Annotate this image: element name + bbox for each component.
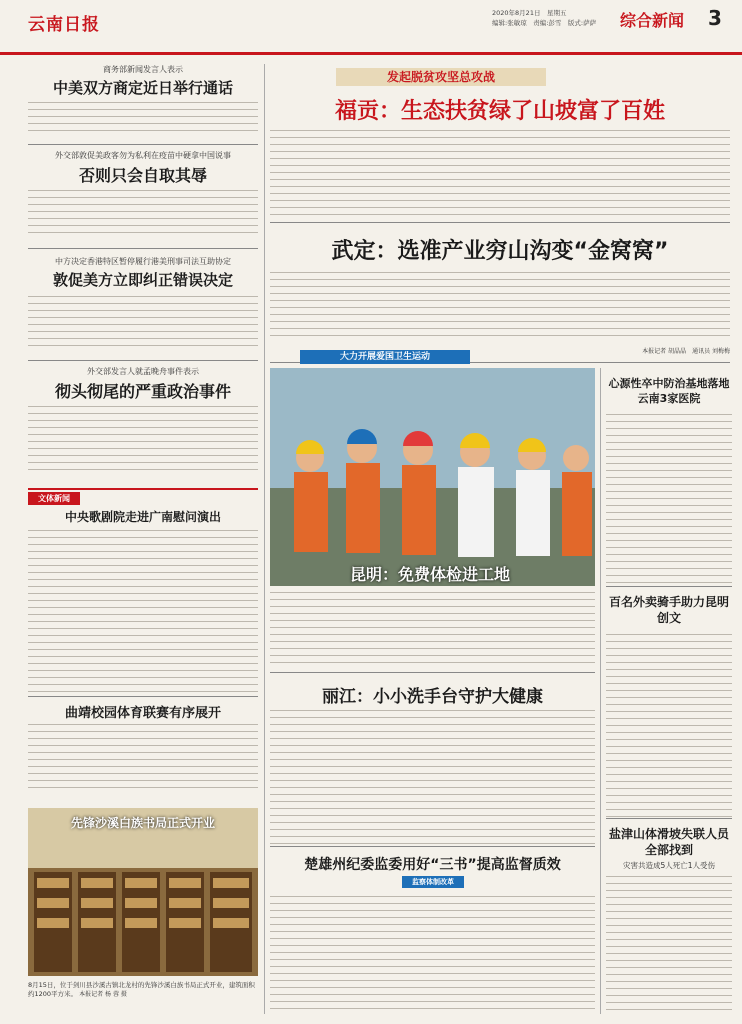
section-title: 综合新闻 bbox=[620, 11, 685, 30]
article-headline: 心源性卒中防治基地落地云南3家医院 bbox=[608, 377, 730, 405]
article-headline: 中央歌剧院走进广南慰问演出 bbox=[64, 510, 221, 524]
article-body bbox=[28, 190, 258, 239]
article-meng-wanzhou bbox=[28, 366, 258, 402]
article-headline: 敦促美方立即纠正错误决定 bbox=[52, 271, 233, 289]
article-headline: 百名外卖骑手助力昆明创文 bbox=[608, 595, 729, 625]
article-hongkong bbox=[28, 256, 258, 290]
article-body bbox=[28, 102, 258, 137]
article-headline: 丽江：小小洗手台守护大健康 bbox=[322, 687, 543, 707]
article-body bbox=[28, 530, 258, 698]
lead-banner: 发起脱贫攻坚总攻战 bbox=[336, 68, 546, 86]
article-body bbox=[28, 296, 258, 352]
article-body bbox=[606, 634, 732, 823]
column-divider bbox=[264, 64, 265, 1014]
photo-caption-text: 8月15日，位于剑川县沙溪古镇北龙村的先锋沙溪白族书局正式开业，建筑面积约1200平方米。 bbox=[28, 981, 255, 998]
reform-tag: 监察体制改革 bbox=[402, 876, 464, 888]
article-body bbox=[270, 272, 730, 342]
article-subhead: 灾害共造成5人死亡1人受伤 bbox=[622, 861, 716, 870]
article-kicker: 中方决定香港特区暂停履行港美刑事司法互助协定 bbox=[55, 257, 231, 266]
divider bbox=[270, 222, 730, 223]
photo-credit: 本报记者 杨 蓉 摄 bbox=[79, 991, 127, 998]
article-body bbox=[606, 414, 732, 589]
dateline bbox=[492, 8, 596, 28]
article-body bbox=[28, 406, 258, 476]
byline: 本报记者 胡晶晶 通讯员 刘梅梅 bbox=[642, 348, 730, 355]
divider bbox=[28, 360, 258, 361]
dateline-editors: 编辑:张敏琼 责编:彭雪 版式:萨萨 bbox=[492, 19, 597, 27]
article-headline: 盐津山体滑坡失联人员全部找到 bbox=[608, 827, 729, 857]
article-body bbox=[606, 876, 732, 1016]
bookstore-image bbox=[28, 808, 258, 976]
photo-title: 昆明：免费体检进工地 bbox=[349, 565, 510, 584]
column-divider bbox=[600, 368, 601, 1014]
article-body bbox=[28, 724, 258, 794]
article-headline: 中美双方商定近日举行通话 bbox=[52, 79, 233, 97]
article-kicker: 商务部新闻发言人表示 bbox=[103, 65, 183, 74]
divider bbox=[606, 586, 732, 587]
article-vaccine bbox=[28, 150, 258, 186]
culture-tag: 文体新闻 bbox=[28, 492, 80, 505]
hygiene-banner: 大力开展爱国卫生运动 bbox=[300, 350, 470, 364]
divider bbox=[28, 144, 258, 145]
divider bbox=[28, 248, 258, 249]
article-headline: 彻头彻尾的严重政治事件 bbox=[54, 382, 231, 401]
divider bbox=[606, 818, 732, 819]
masthead bbox=[0, 0, 742, 56]
article-headline: 否则只会自取其辱 bbox=[78, 166, 207, 185]
article-headline: 武定：选准产业穷山沟变“金窝窝” bbox=[331, 239, 669, 264]
masthead-rule bbox=[0, 52, 742, 55]
article-body bbox=[270, 592, 595, 669]
bookstore-photo bbox=[28, 808, 258, 976]
article-kicker: 外交部敦促美政客勿为私利在疫苗中硬拿中国说事 bbox=[55, 151, 231, 160]
section-rule bbox=[28, 488, 258, 490]
article-headline: 楚雄州纪委监委用好“三书”提高监督质效 bbox=[304, 857, 561, 873]
photo-caption bbox=[28, 980, 258, 998]
page-number: 3 bbox=[708, 6, 722, 30]
article-kicker: 外交部发言人就孟晚舟事件表示 bbox=[87, 367, 199, 376]
divider bbox=[270, 672, 595, 673]
photo-title: 先锋沙溪白族书局正式开业 bbox=[70, 816, 215, 830]
dateline-date: 2020年8月21日 星期五 bbox=[492, 9, 567, 17]
worker-health-check-image bbox=[270, 368, 595, 586]
article-trade-talks bbox=[28, 64, 258, 98]
article-body bbox=[270, 710, 595, 850]
article-headline: 曲靖校园体育联赛有序展开 bbox=[64, 706, 221, 721]
worker-photo bbox=[270, 368, 595, 586]
divider bbox=[270, 846, 595, 847]
newspaper-logo: 云南日报 bbox=[28, 15, 100, 35]
divider bbox=[28, 696, 258, 697]
lead-headline: 福贡：生态扶贫绿了山坡富了百姓 bbox=[334, 99, 665, 124]
lead-body bbox=[270, 130, 730, 221]
article-body bbox=[270, 896, 595, 1015]
